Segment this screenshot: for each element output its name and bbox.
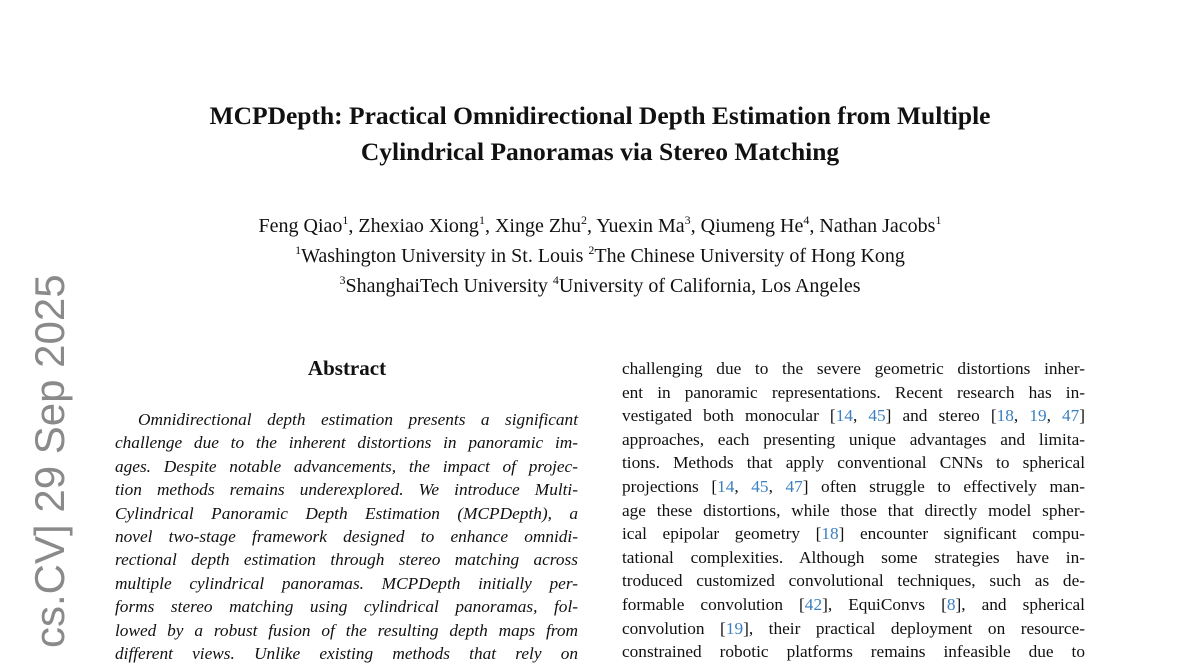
title-line-1: MCPDepth: Practical Omnidirectional Depth Estimation from Multiple: [209, 101, 991, 130]
citation-link[interactable]: 18: [821, 524, 839, 544]
intro-line: ical epipolar geometry [18] encounter significant compu-: [622, 524, 1085, 544]
abstract-line: rectional depth estimation through stereo matching across: [115, 550, 578, 570]
author-block: [0, 211, 1200, 301]
intro-line: approaches, each presenting unique advantages and limita-: [622, 429, 1085, 449]
author-affiliation-mark: 3: [684, 213, 691, 227]
abstract-line: multiple cylindrical panoramas. MCPDepth initially per-: [115, 573, 578, 593]
affiliation-mark: 1: [295, 243, 302, 257]
citation-link[interactable]: 8: [946, 594, 956, 614]
citation-link[interactable]: 47: [1062, 406, 1080, 426]
abstract-line: different views. Unlike existing methods that rely on: [115, 644, 578, 664]
affiliation-name: The Chinese University of Hong Kong: [594, 245, 905, 267]
citation-link[interactable]: 45: [751, 476, 769, 496]
affiliation-name: University of California, Los Angeles: [558, 275, 861, 297]
intro-line: tions. Methods that apply conventional CNNs to spherical: [622, 453, 1085, 473]
abstract-line: ages. Despite notable advancements, the impact of projec-: [115, 456, 578, 476]
affiliation-name: ShanghaiTech University: [345, 275, 548, 297]
intro-line: challenging due to the severe geometric distortions inher-: [622, 359, 1085, 378]
citation-link[interactable]: 18: [996, 406, 1014, 426]
citation-link[interactable]: 19: [1029, 406, 1047, 426]
abstract-line: lowed by a robust fusion of the resulting depth maps from: [115, 620, 578, 640]
paper-title: [0, 98, 1200, 170]
citation-link[interactable]: 14: [835, 406, 853, 426]
intro-line: vestigated both monocular [14, 45] and stereo [18, 19, 47]: [622, 406, 1086, 426]
author-affiliation-mark: 1: [478, 213, 485, 227]
intro-line: age these distortions, while those that directly model spher-: [622, 500, 1085, 520]
abstract-heading: Abstract: [307, 356, 387, 380]
affiliation-mark: 2: [588, 243, 595, 257]
author-list: Feng Qiao$^1$, Zhexiao Xiong$^1$, Xinge Zhu$^2$, Yuexin Ma$^3$, Qiumeng He$^4$, Nathan Jacobs$^1$: [258, 213, 942, 237]
citation-link[interactable]: 42: [804, 594, 823, 614]
affiliation-mark: 4: [552, 273, 559, 287]
intro-line: constrained robotic platforms remains infeasible due to: [622, 642, 1085, 662]
author-name: Xinge Zhu: [494, 215, 582, 237]
affiliation-mark: 3: [339, 273, 346, 287]
intro-line: formable convolution [42], EquiConvs [8], and spherical: [622, 594, 1085, 614]
citation-link[interactable]: 19: [725, 618, 744, 638]
affiliation-name: Washington University in St. Louis: [301, 245, 584, 267]
intro-line: ent in panoramic representations. Recent research has in-: [622, 382, 1085, 402]
affiliation-line-2: [0, 271, 1200, 301]
affiliation-line-1: [0, 241, 1200, 271]
abstract-line: Cylindrical Panoramic Depth Estimation (MCPDepth), a: [115, 503, 578, 523]
abstract-line: Omnidirectional depth estimation presents a significant: [138, 410, 578, 429]
abstract-line: forms stereo matching using cylindrical panoramas, fol-: [115, 597, 578, 617]
intro-line: troduced customized convolutional techniques, such as de-: [622, 571, 1085, 591]
author-name: Qiumeng He: [700, 215, 804, 237]
abstract-line: novel two-stage framework designed to enhance omnidi-: [115, 527, 578, 547]
intro-line: tational complexities. Although some strategies have in-: [622, 547, 1085, 567]
intro-line: convolution [19], their practical deployment on resource-: [622, 618, 1085, 638]
citation-link[interactable]: 14: [717, 476, 735, 496]
author-affiliation-mark: 4: [803, 213, 810, 227]
author-name: Yuexin Ma: [596, 215, 685, 237]
arxiv-identifier: cs.CV] 29 Sep 2025: [26, 274, 73, 648]
abstract-line: challenge due to the inherent distortions in panoramic im-: [115, 433, 578, 453]
introduction-column: [622, 357, 1085, 664]
citation-link[interactable]: 45: [868, 406, 886, 426]
citation-link[interactable]: 47: [785, 476, 803, 496]
abstract-body: [115, 408, 578, 665]
abstract-line: tion methods remains underexplored. We introduce Multi-: [115, 480, 578, 500]
author-affiliation-mark: 1: [935, 213, 942, 227]
author-affiliation-mark: 2: [581, 213, 588, 227]
intro-line: projections [14, 45, 47] often struggle to effectively man-: [622, 476, 1085, 496]
title-line-2: Cylindrical Panoramas via Stereo Matching: [360, 137, 840, 166]
author-name: Feng Qiao: [258, 215, 343, 237]
author-affiliation-mark: 1: [342, 213, 349, 227]
author-name: Nathan Jacobs: [819, 215, 936, 237]
author-name: Zhexiao Xiong: [358, 215, 479, 237]
